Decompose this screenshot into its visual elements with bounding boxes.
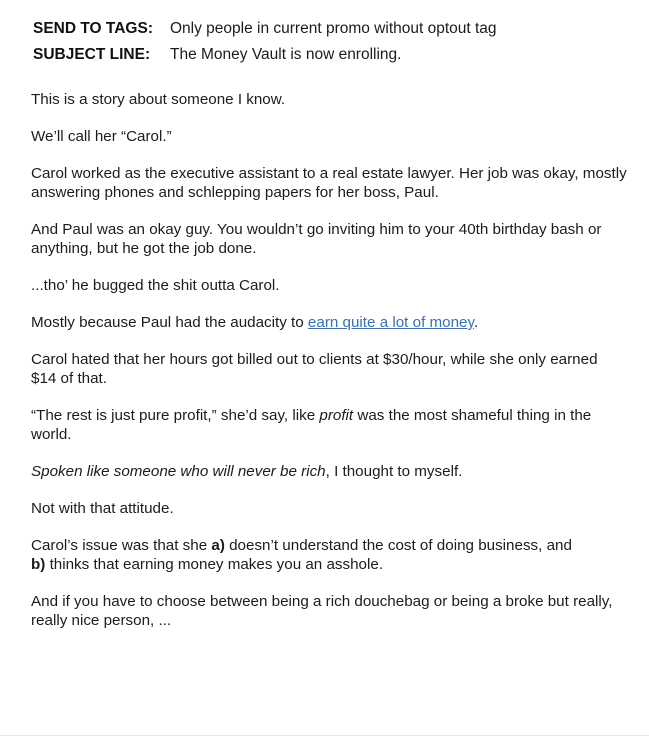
emphasis-text: Spoken like someone who will never be rich <box>31 463 326 480</box>
paragraph-text: thinks that earning money makes you an asshole. <box>45 556 384 573</box>
paragraph: We’ll call her “Carol.” <box>31 128 172 145</box>
paragraph-text: , I thought to myself. <box>325 463 463 480</box>
subject-line-label: SUBJECT LINE: <box>33 46 151 63</box>
paragraph <box>31 536 627 574</box>
paragraph-text: . <box>473 314 479 331</box>
paragraph: Carol worked as the executive assistant to a real estate lawyer. Her job was okay, mostly answering phones and schlepping papers for her boss, Paul. <box>31 165 627 201</box>
send-to-tags-row <box>33 16 633 42</box>
earn-money-link[interactable]: earn quite a lot of money <box>307 314 474 331</box>
paragraph: Not with that attitude. <box>31 500 174 517</box>
send-to-tags-value: Only people in current promo without optout tag <box>170 20 497 37</box>
paragraph <box>31 406 627 444</box>
paragraph: This is a story about someone I know. <box>31 91 286 108</box>
bold-text: a) <box>211 537 225 554</box>
paragraph: Carol hated that her hours got billed out to clients at $30/hour, while she only earned $14 of that. <box>31 351 598 387</box>
paragraph <box>31 313 627 332</box>
paragraph <box>31 462 627 481</box>
email-meta <box>33 16 633 68</box>
paragraph-text: “The rest is just pure profit,” she’d say, like <box>31 407 320 424</box>
bottom-divider <box>0 735 649 736</box>
bold-text: b) <box>31 556 46 573</box>
paragraph-text: Mostly because Paul had the audacity to <box>31 314 308 331</box>
subject-line-row <box>33 42 633 68</box>
paragraph-text: was the most shameful thing in the world. <box>31 407 592 443</box>
subject-line-value: The Money Vault is now enrolling. <box>170 46 402 63</box>
email-body <box>31 90 627 648</box>
paragraph-text: doesn’t understand the cost of doing business, and <box>224 537 572 554</box>
paragraph-text: Carol’s issue was that she <box>31 537 212 554</box>
emphasis-text: profit <box>319 407 354 424</box>
paragraph: And if you have to choose between being a rich douchebag or being a broke but really, really nice person, ... <box>31 593 613 629</box>
send-to-tags-label: SEND TO TAGS: <box>33 20 153 37</box>
paragraph: ...tho’ he bugged the shit outta Carol. <box>31 277 280 294</box>
paragraph: And Paul was an okay guy. You wouldn’t go inviting him to your 40th birthday bash or anything, but he got the job done. <box>31 221 602 257</box>
